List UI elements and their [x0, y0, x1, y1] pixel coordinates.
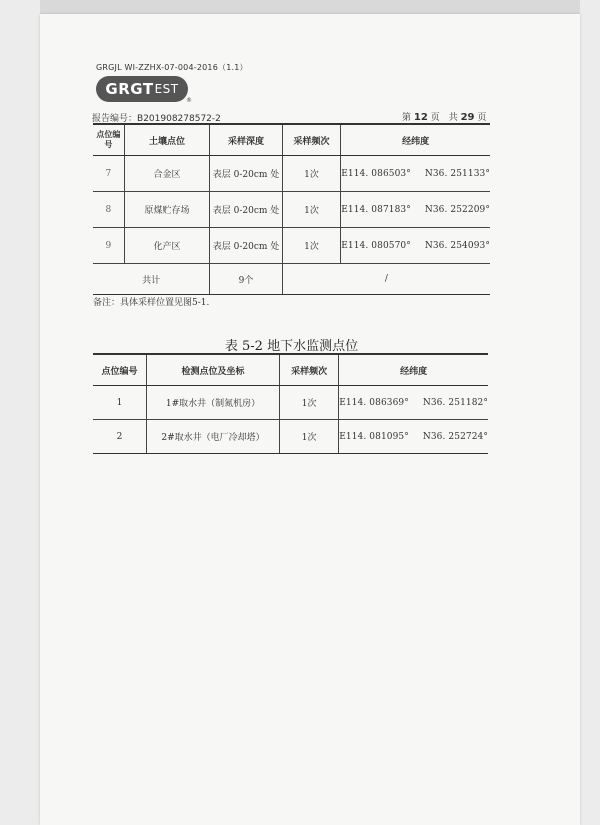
registered-mark: ®: [186, 97, 192, 104]
company-logo: [96, 76, 188, 102]
soil-sampling-table: [93, 123, 490, 295]
table-row: [93, 228, 490, 264]
page-total: 29: [460, 112, 475, 123]
cell-freq: 1次: [282, 228, 340, 264]
cell-coord: [339, 420, 488, 454]
col-header-site: 土壤点位: [124, 124, 210, 156]
scan-right-margin: [580, 0, 600, 825]
cell-depth: 表层 0-20cm 处: [210, 228, 282, 264]
cell-lon: E114. 086503°: [341, 168, 411, 179]
cell-lat: N36. 252724°: [422, 431, 488, 442]
cell-id: 2: [93, 420, 146, 454]
cell-coord: [341, 156, 490, 192]
page-mid: 页 共: [430, 113, 458, 123]
cell-id: 1: [93, 386, 146, 420]
cell-site: 2#取水井（电厂冷却塔）: [146, 420, 279, 454]
page-current: 12: [413, 112, 428, 123]
cell-depth: 表层 0-20cm 处: [210, 192, 282, 228]
cell-site: 合金区: [124, 156, 210, 192]
cell-freq: 1次: [280, 420, 339, 454]
table-total-row: [93, 264, 490, 295]
groundwater-monitoring-table: [93, 353, 488, 454]
cell-lat: N36. 251182°: [422, 397, 488, 408]
col-header-freq: 采样频次: [282, 124, 340, 156]
cell-lon: E114. 080570°: [341, 240, 411, 251]
table-row: [93, 192, 490, 228]
report-number-label: 报告编号：: [92, 114, 138, 124]
page-suffix: 页: [477, 113, 487, 123]
cell-lat: N36. 252209°: [424, 204, 490, 215]
table-row: [93, 420, 488, 454]
cell-site: 原煤贮存场: [124, 192, 210, 228]
cell-lon: E114. 081095°: [339, 431, 409, 442]
total-coord: /: [282, 264, 490, 295]
document-code: GRGJL WI-ZZHX-07-004-2016（1.1）: [96, 63, 248, 72]
report-number-value: B201908278572-2: [137, 114, 221, 124]
cell-coord: [341, 228, 490, 264]
cell-id: 8: [93, 192, 124, 228]
col-header-coord: 经纬度: [341, 124, 490, 156]
cell-freq: 1次: [282, 192, 340, 228]
cell-coord: [341, 192, 490, 228]
cell-lat: N36. 251133°: [424, 168, 490, 179]
col-header-id: 点位编号: [93, 124, 124, 156]
total-label: 共计: [93, 264, 210, 295]
cell-depth: 表层 0-20cm 处: [210, 156, 282, 192]
page-number: [402, 110, 486, 123]
col-header-id: 点位编号: [93, 354, 146, 386]
cell-lon: E114. 086369°: [339, 397, 409, 408]
cell-site: 1#取水井（制氮机房）: [146, 386, 279, 420]
cell-id: 9: [93, 228, 124, 264]
cell-freq: 1次: [282, 156, 340, 192]
table2-title: 表 5-2 地下水监测点位: [224, 339, 359, 354]
page-prefix: 第: [402, 113, 412, 123]
total-count: 9个: [210, 264, 282, 295]
logo-text-sub: EST: [154, 82, 179, 96]
table-row: [93, 156, 490, 192]
table-header-row: [93, 124, 490, 156]
cell-site: 化产区: [124, 228, 210, 264]
logo-text-main: GRGT: [105, 80, 154, 98]
table-note: 备注：具体采样位置见图5-1.: [93, 298, 210, 308]
scan-left-margin: [0, 0, 40, 825]
table-header-row: [93, 354, 488, 386]
cell-coord: [339, 386, 488, 420]
col-header-site: 检测点位及坐标: [146, 354, 279, 386]
cell-freq: 1次: [280, 386, 339, 420]
cell-lat: N36. 254093°: [424, 240, 490, 251]
table-row: [93, 386, 488, 420]
col-header-freq: 采样频次: [280, 354, 339, 386]
col-header-coord: 经纬度: [339, 354, 488, 386]
cell-id: 7: [93, 156, 124, 192]
cell-lon: E114. 087183°: [341, 204, 411, 215]
col-header-depth: 采样深度: [210, 124, 282, 156]
